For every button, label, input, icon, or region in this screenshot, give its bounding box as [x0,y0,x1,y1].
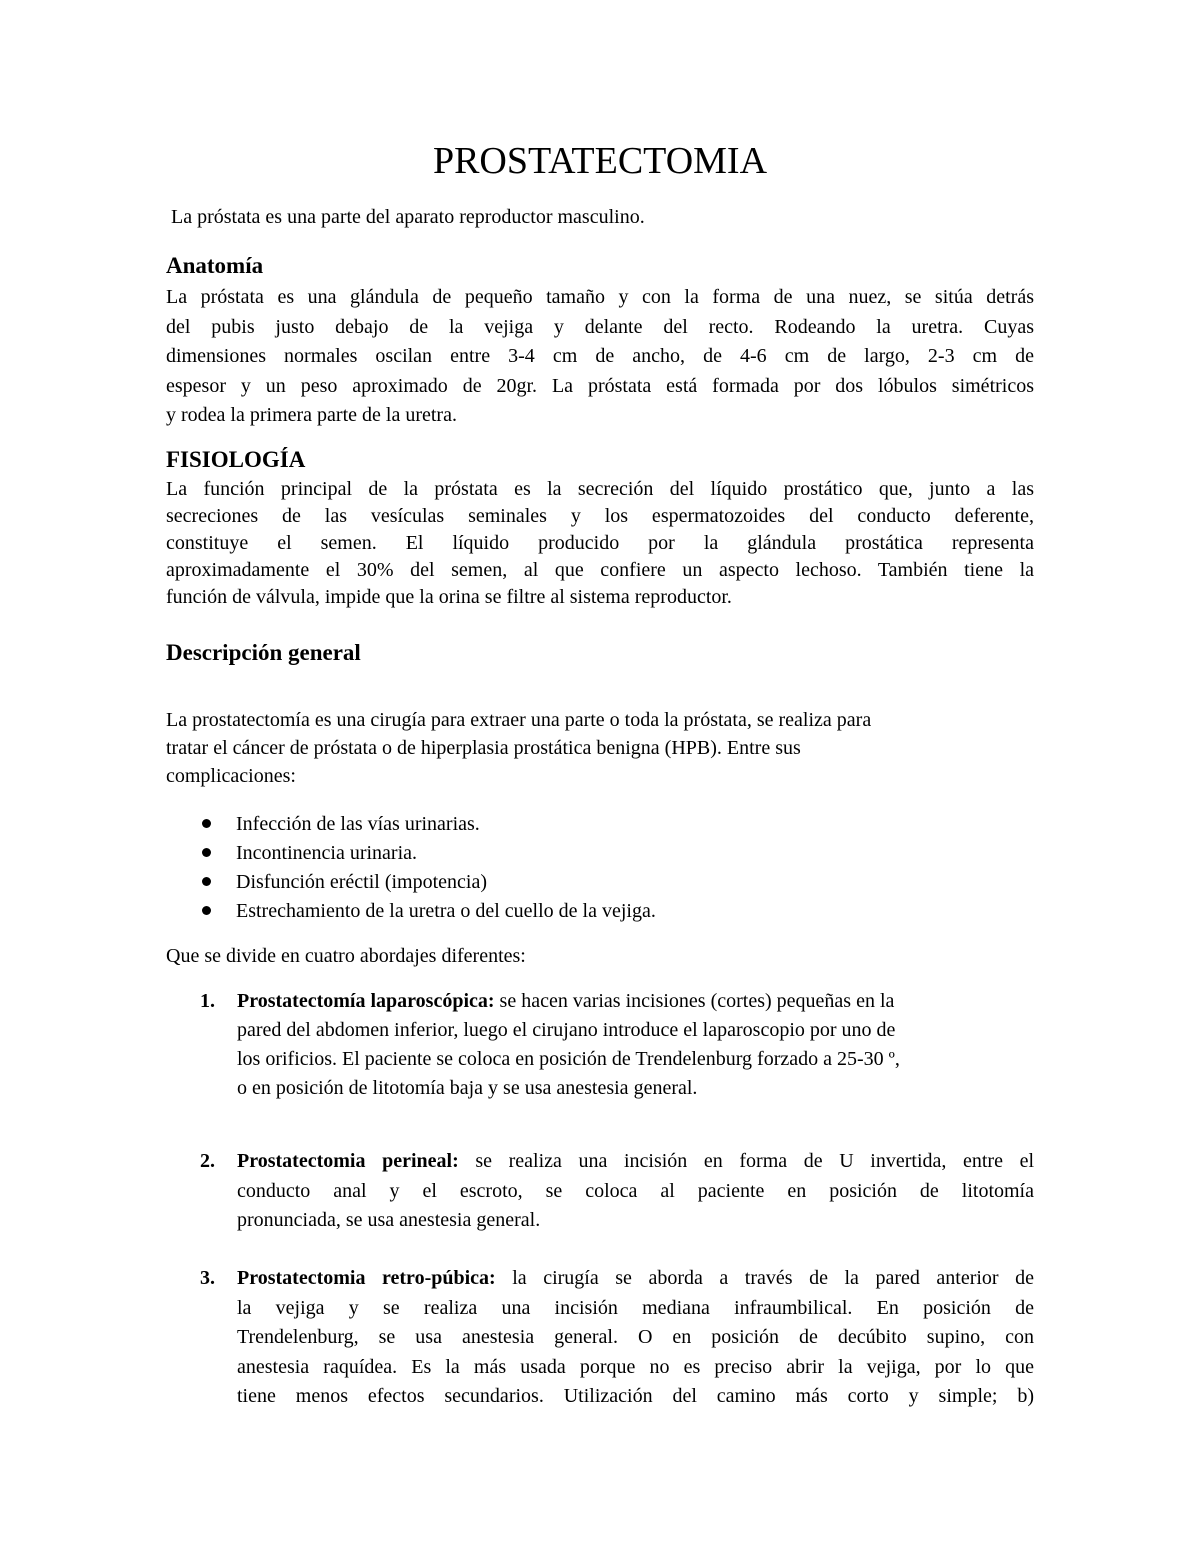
fisiologia-paragraph [166,476,1034,611]
document-title: PROSTATECTOMIA [432,140,768,182]
bullet-icon [202,877,211,886]
abordaje-text: se hacen varias incisiones (cortes) pequeñas en la [494,990,895,1012]
paragraph-line: La función principal de la próstata es la secreción del líquido prostático que, junto a las [166,478,1034,500]
abordaje-first-line [237,1264,1034,1294]
list-item-text: Estrechamiento de la uretra o del cuello de la vejiga. [236,900,656,922]
abordaje-title: Prostatectomia perineal: [237,1150,459,1172]
abordaje-body [237,1147,1034,1236]
abordaje-line: o en posición de litotomía baja y se usa anestesia general. [237,1077,698,1099]
list-number: 1. [200,990,215,1012]
anatomia-paragraph [166,283,1034,431]
paragraph-line: función de válvula, impide que la orina se filtre al sistema reproductor. [166,586,732,608]
paragraph-line: La prostatectomía es una cirugía para extraer una parte o toda la próstata, se realiza para [166,709,872,731]
list-number: 3. [200,1267,215,1289]
abordaje-title: Prostatectomia retro-púbica: [237,1267,496,1289]
bullet-icon [202,848,211,857]
abordaje-line: los orificios. El paciente se coloca en posición de Trendelenburg forzado a 25-30 º, [237,1048,900,1070]
abordajes-intro: Que se divide en cuatro abordajes diferentes: [166,945,526,967]
abordaje-line: Trendelenburg, se usa anestesia general. O en posición de decúbito supino, con [237,1326,1034,1348]
anatomia-heading: Anatomía [166,253,264,278]
abordaje-line: conducto anal y el escroto, se coloca al paciente en posición de litotomía [237,1179,1034,1202]
paragraph-line: secreciones de las vesículas seminales y los espermatozoides del conducto deferente, [166,505,1034,527]
abordaje-line: pronunciada, se usa anestesia general. [237,1209,541,1231]
abordaje-text: se realiza una incisión en forma de U invertida, entre el [458,1150,1034,1172]
abordaje-body [237,1264,1034,1412]
paragraph-line: tratar el cáncer de próstata o de hiperplasia prostática benigna (HPB). Entre sus [166,737,801,759]
abordaje-body [237,987,1034,1103]
list-item-text: Infección de las vías urinarias. [236,813,480,835]
abordaje-line: tiene menos efectos secundarios. Utilización del camino más corto y simple; b) [237,1385,1034,1407]
paragraph-line: espesor y un peso aproximado de 20gr. La próstata está formada por dos lóbulos simétricos [166,374,1034,397]
list-item-text: Incontinencia urinaria. [236,842,418,864]
abordaje-line: pared del abdomen inferior, luego el cirujano introduce el laparoscopio por uno de [237,1019,896,1041]
paragraph-line: del pubis justo debajo de la vejiga y delante del recto. Rodeando la uretra. Cuyas [166,315,1034,338]
abordaje-title: Prostatectomía laparoscópica: [237,990,495,1012]
paragraph-line: aproximadamente el 30% del semen, al que confiere un aspecto lechoso. También tiene la [166,559,1034,581]
paragraph-line: La próstata es una glándula de pequeño tamaño y con la forma de una nuez, se sitúa detrás [166,286,1034,308]
intro-paragraph: La próstata es una parte del aparato reproductor masculino. [171,206,645,228]
abordaje-line: anestesia raquídea. Es la más usada porque no es preciso abrir la vejiga, por lo que [237,1355,1034,1378]
paragraph-line: complicaciones: [166,765,296,787]
abordaje-first-line [237,987,1034,1016]
paragraph-line: y rodea la primera parte de la uretra. [166,404,457,426]
descripcion-paragraph [166,706,1006,790]
abordaje-text: la cirugía se aborda a través de la pared anterior de [495,1267,1034,1289]
bullet-icon [202,819,211,828]
abordaje-line: la vejiga y se realiza una incisión mediana infraumbilical. En posición de [237,1296,1034,1319]
list-item-text: Disfunción eréctil (impotencia) [236,871,488,893]
bullet-icon [202,906,211,915]
paragraph-line: constituye el semen. El líquido producido por la glándula prostática representa [166,532,1034,554]
list-number: 2. [200,1150,215,1172]
descripcion-heading: Descripción general [166,640,361,665]
paragraph-line: dimensiones normales oscilan entre 3-4 cm de ancho, de 4-6 cm de largo, 2-3 cm de [166,345,1034,367]
abordaje-first-line [237,1147,1034,1177]
fisiologia-heading: FISIOLOGÍA [166,447,306,472]
